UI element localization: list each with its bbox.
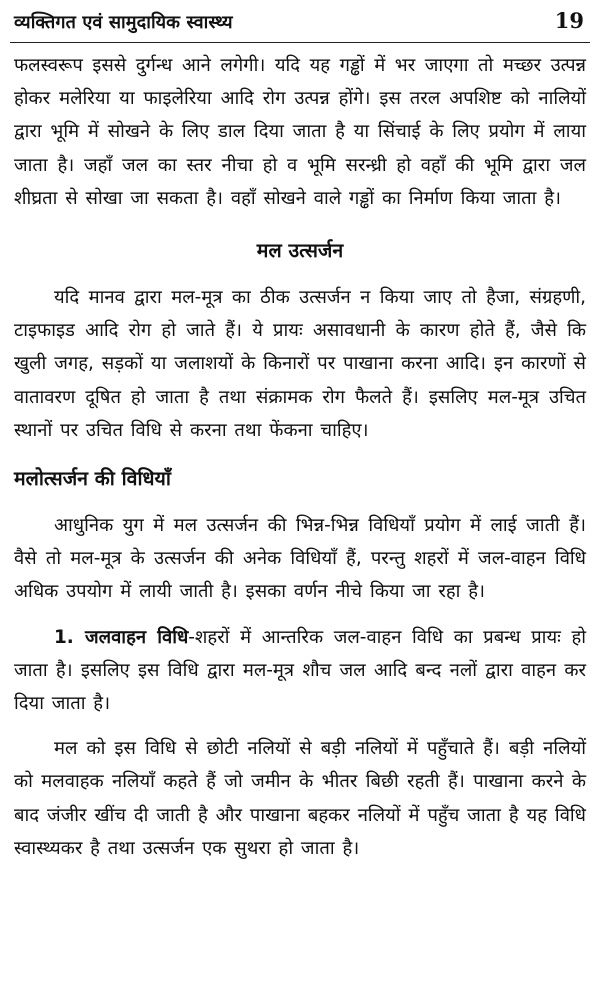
paragraph-jalvahan-details: मल को इस विधि से छोटी नलियों से बड़ी नलियों में पहुँचाते हैं। बड़ी नलियों को मलवाहक नलियाँ कहते हैं जो जमीन के भीतर बिछी रहती हैं। पाखाना करने के बाद जंजीर खींच दी जाती है और पाखाना बहकर नलियों में पहुँच जाता है यह विधि स्वास्थ्यकर है तथा उत्सर्जन एक सुथरा हो जाता है। [14,738,586,859]
subsection-heading-vidhiyan: मलोत्सर्जन की विधियाँ [14,467,171,491]
paragraph-jalvahan-vidhi [14,621,586,721]
paragraph-mal-utsarjan: यदि मानव द्वारा मल-मूत्र का ठीक उत्सर्जन न किया जाए तो हैजा, संग्रहणी, टाइफाइड आदि रोग हो जाते हैं। ये प्रायः असावधानी के कारण होते हैं, जैसे कि खुली जगह, सड़कों या जलाशयों के किनारों पर पाखाना करना आदि। इन कारणों से वातावरण दूषित हो जाता है तथा संक्रामक रोग फैलते हैं। इसलिए मल-मूत्र उचित स्थानों पर उचित विधि से करना तथा फेंकना चाहिए। [14,287,586,441]
method-lead-label: 1. जलवाहन विधि [54,626,189,648]
section-heading-mal-utsarjan: मल उत्सर्जन [256,239,344,263]
page-body [14,49,586,865]
paragraph-tail-continuation: फलस्वरूप इससे दुर्गन्ध आने लगेगी। यदि यह गड्ढों में भर जाएगा तो मच्छर उत्पन्न होकर मलेरिया या फाइलेरिया आदि रोग उत्पन्न होंगे। इस तरल अपशिष्ट को नालियों द्वारा भूमि में सोखने के लिए डाल दिया जाता है या सिंचाई के लिए प्रयोग में लाया जाता है। जहाँ जल का स्तर नीचा हो व भूमि सरन्ध्री हो वहाँ की भूमि द्वारा जल शीघ्रता से सोखा जा सकता है। वहाँ सोखने वाले गड्ढों का निर्माण किया जाता है। [14,55,586,209]
page-number: 19 [554,8,584,33]
running-header [10,8,590,43]
paragraph-vidhiyan-intro: आधुनिक युग में मल उत्सर्जन की भिन्न-भिन्न विधियाँ प्रयोग में लाई जाती हैं। वैसे तो मल-मूत्र के उत्सर्जन की अनेक विधियाँ हैं, परन्तु शहरों में जल-वाहन विधि अधिक उपयोग में लायी जाती है। इसका वर्णन नीचे किया जा रहा है। [14,515,586,603]
running-title: व्यक्तिगत एवं सामुदायिक स्वास्थ्य [14,12,233,33]
method-description: -शहरों में आन्तरिक जल-वाहन विधि का प्रबन्ध प्रायः हो जाता है। इसलिए इस विधि द्वारा मल-मूत्र शौच जल आदि बन्द नलों द्वारा वाहन कर दिया जाता है। [14,626,586,715]
